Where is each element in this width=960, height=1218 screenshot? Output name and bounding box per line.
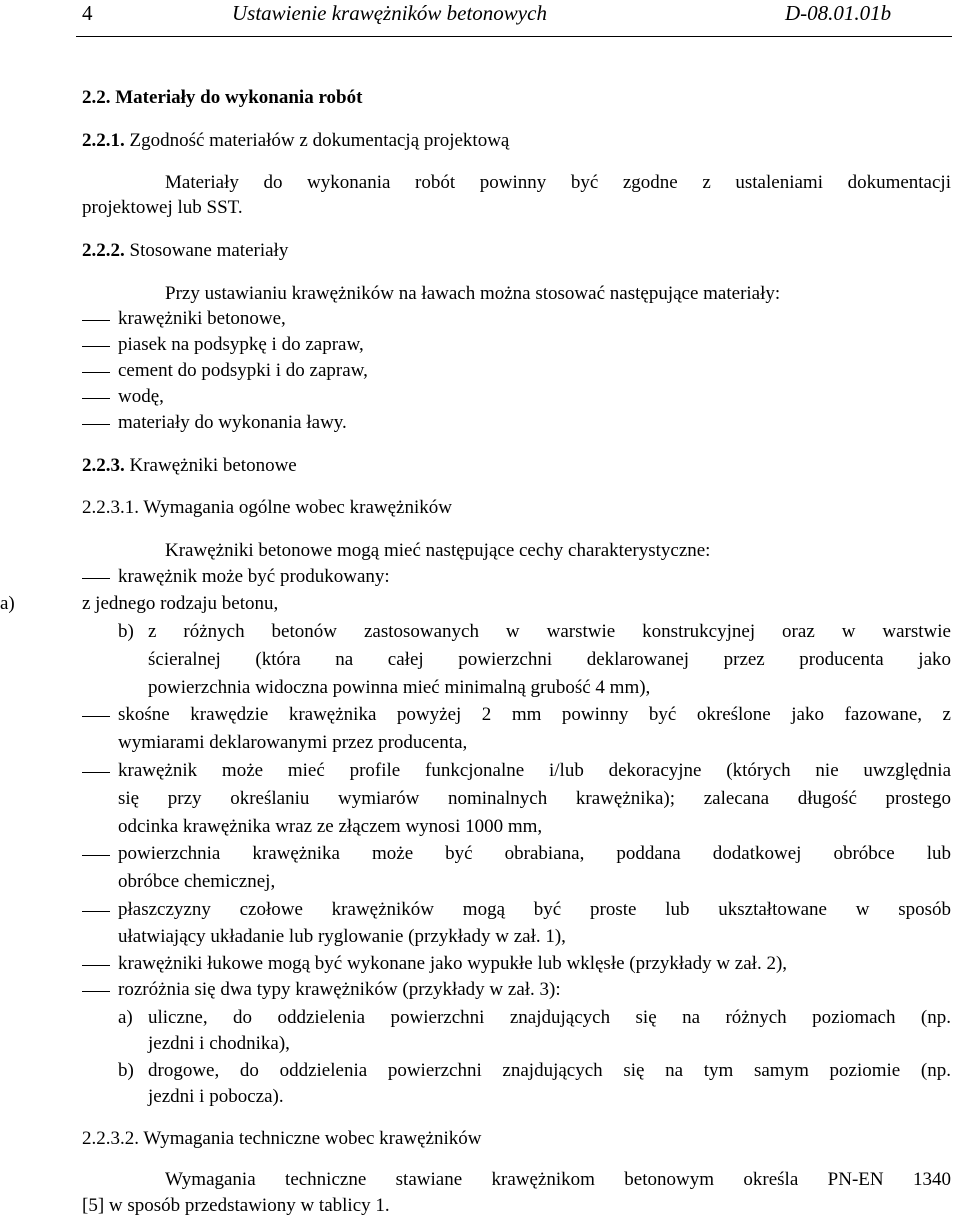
list-item-line: płaszczyzny czołowe krawężników mogą być proste lub ukształtowane w sposób xyxy=(118,899,951,920)
page-number: 4 xyxy=(82,1,93,25)
sublist-label: b) xyxy=(118,621,134,642)
list-dash xyxy=(82,965,110,966)
paragraph-line: projektowej lub SST. xyxy=(82,197,243,218)
list-dash xyxy=(82,991,110,992)
list-item-line: krawężnik może mieć profile funkcjonalne i/lub dekoracyjne (których nie uwzględnia xyxy=(118,760,951,781)
list-item: cement do podsypki i do zapraw, xyxy=(118,360,368,381)
section-heading: 2.2. Materiały do wykonania robót xyxy=(82,87,363,108)
paragraph-line: [5] w sposób przedstawiony w tablicy 1. xyxy=(82,1195,390,1216)
list-dash xyxy=(82,346,110,347)
paragraph-line: Wymagania techniczne stawiane krawężnikom betonowym określa PN-EN 1340 xyxy=(165,1169,951,1190)
list-dash xyxy=(82,372,110,373)
sublist-item-line: z różnych betonów zastosowanych w warstwie konstrukcyjnej oraz w warstwie xyxy=(148,621,951,642)
subsection-heading-2-2-3-2: 2.2.3.2. Wymagania techniczne wobec krawężników xyxy=(82,1128,482,1149)
subsection-heading-2-2-3: 2.2.3. Krawężniki betonowe xyxy=(82,455,297,476)
subsection-heading-2-2-1: 2.2.1. Zgodność materiałów z dokumentacją projektową xyxy=(82,130,510,151)
sublist-item: z jednego rodzaju betonu, xyxy=(82,593,279,614)
list-item: krawężnik może być produkowany: xyxy=(118,566,390,587)
list-item: materiały do wykonania ławy. xyxy=(118,412,347,433)
list-dash xyxy=(82,398,110,399)
sublist-label: a) xyxy=(0,593,15,614)
list-item-line: się przy określaniu wymiarów nominalnych krawężnika); zalecana długość prostego xyxy=(118,788,951,809)
list-item-line: powierzchnia krawężnika może być obrabiana, poddana dodatkowej obróbce lub xyxy=(118,843,951,864)
sublist-item-line: jezdni i pobocza). xyxy=(148,1086,284,1107)
sublist-label: b) xyxy=(118,1060,134,1081)
paragraph-line: Przy ustawianiu krawężników na ławach można stosować następujące materiały: xyxy=(165,283,781,304)
sublist-item-line: drogowe, do oddzielenia powierzchni znajdujących się na tym samym poziomie (np. xyxy=(148,1060,951,1081)
paragraph-line: Materiały do wykonania robót powinny być zgodne z ustaleniami dokumentacji xyxy=(165,172,951,193)
list-dash xyxy=(82,911,110,912)
list-item-line: odcinka krawężnika wraz ze złączem wynosi 1000 mm, xyxy=(118,816,543,837)
list-dash xyxy=(82,578,110,579)
running-title: Ustawienie krawężników betonowych xyxy=(232,1,547,25)
header-rule xyxy=(76,36,952,37)
list-dash xyxy=(82,855,110,856)
list-item-line: skośne krawędzie krawężnika powyżej 2 mm powinny być określone jako fazowane, z xyxy=(118,704,951,725)
subsection-heading-2-2-3-1: 2.2.3.1. Wymagania ogólne wobec krawężników xyxy=(82,497,452,518)
sublist-item-line: ścieralnej (która na całej powierzchni deklarowanej przez producenta jako xyxy=(148,649,951,670)
sublist-label: a) xyxy=(118,1007,133,1028)
list-dash xyxy=(82,424,110,425)
list-item-line: wymiarami deklarowanymi przez producenta, xyxy=(118,732,468,753)
paragraph-line: Krawężniki betonowe mogą mieć następujące cechy charakterystyczne: xyxy=(165,540,711,561)
list-item: krawężniki łukowe mogą być wykonane jako wypukłe lub wklęsłe (przykłady w zał. 2), xyxy=(118,953,788,974)
sublist-item-line: jezdni i chodnika), xyxy=(148,1033,290,1054)
list-dash xyxy=(82,320,110,321)
sublist-item-line: uliczne, do oddzielenia powierzchni znajdujących się na różnych poziomach (np. xyxy=(148,1007,951,1028)
list-dash xyxy=(82,772,110,773)
list-item-line: obróbce chemicznej, xyxy=(118,871,276,892)
list-item: rozróżnia się dwa typy krawężników (przykłady w zał. 3): xyxy=(118,979,561,1000)
sublist-item-line: powierzchnia widoczna powinna mieć minimalną grubość 4 mm), xyxy=(148,677,651,698)
document-code: D-08.01.01b xyxy=(785,1,892,25)
list-dash xyxy=(82,716,110,717)
list-item: wodę, xyxy=(118,386,164,407)
list-item-line: ułatwiający układanie lub ryglowanie (przykłady w zał. 1), xyxy=(118,926,566,947)
list-item: piasek na podsypkę i do zapraw, xyxy=(118,334,364,355)
list-item: krawężniki betonowe, xyxy=(118,308,286,329)
subsection-heading-2-2-2: 2.2.2. Stosowane materiały xyxy=(82,240,289,261)
